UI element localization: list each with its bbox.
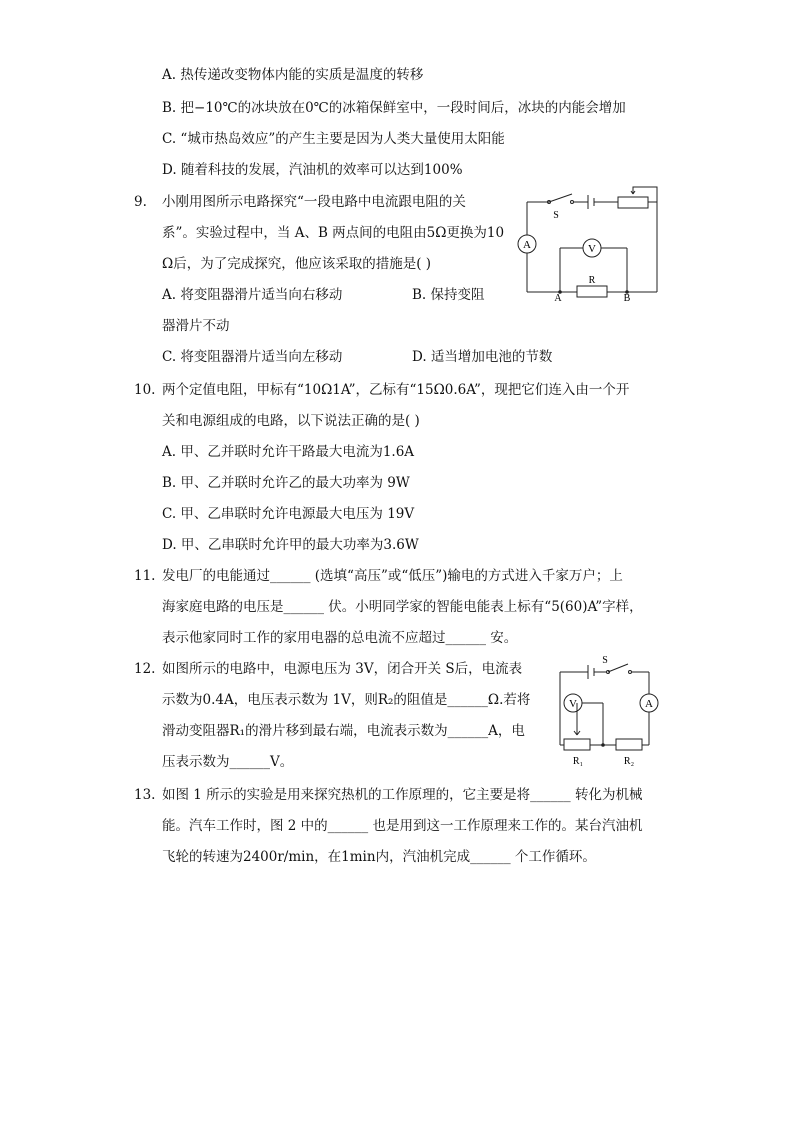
q8-option-d: D. 随着科技的发展，汽油机的效率可以达到100%: [162, 162, 463, 178]
q9-option-b: B. 保持变阻: [412, 287, 485, 303]
q11-line-3: 表示他家同时工作的家用电器的总电流不应超过______ 安。: [162, 630, 518, 646]
q12-voltmeter-label: V: [569, 698, 577, 710]
q12-circuit-diagram: [548, 652, 663, 770]
q11-number: 11.: [134, 568, 156, 584]
q10-number: 10.: [134, 382, 156, 398]
q12-r2-label: R₂: [623, 756, 635, 767]
q10-stem-line-1: 两个定值电阻，甲标有“10Ω1A”，乙标有“15Ω0.6A”，现把它们连入由一个开: [162, 382, 630, 398]
rheostat-body: [618, 197, 648, 208]
q12-r2-resistor: [616, 739, 642, 750]
q9-option-d: D. 适当增加电池的节数: [412, 349, 553, 365]
q8-option-c: C. “城市热岛效应”的产生主要是因为人类大量使用太阳能: [162, 131, 505, 147]
q12-r1-label: R₁: [572, 756, 584, 767]
q9-option-c: C. 将变阻器滑片适当向左移动: [162, 349, 343, 365]
rheostat-slider-wire: [633, 187, 657, 292]
q12-ammeter-label: A: [645, 698, 653, 710]
q11-line-1: 发电厂的电能通过______ (选填“高压”或“低压”)输电的方式进入千家万户；上: [162, 568, 623, 584]
q12-switch-label: S: [602, 655, 608, 666]
point-a-label: A: [554, 293, 562, 304]
point-b-label: B: [623, 293, 631, 304]
q9-stem-line-3: Ω后，为了完成探究，他应该采取的措施是( ): [162, 256, 432, 272]
q12-line-4: 压表示数为______V。: [162, 754, 294, 770]
q13-line-1: 如图 1 所示的实验是用来探究热机的工作原理的，它主要是将______ 转化为机械: [162, 787, 643, 803]
q13-number: 13.: [134, 787, 156, 803]
resistor-r: [577, 286, 607, 297]
q10-stem-line-2: 关和电源组成的电路，以下说法正确的是( ): [162, 413, 420, 429]
q10-option-b: B. 甲、乙并联时允许乙的最大功率为 9W: [162, 475, 410, 491]
ammeter-label: A: [523, 239, 531, 251]
q11-line-2: 海家庭电路的电压是______ 伏。小明同学家的智能电能表上标有“5(60)A”字样，: [162, 599, 643, 615]
q10-option-d: D. 甲、乙串联时允许甲的最大功率为3.6W: [162, 537, 419, 553]
q9-circuit-diagram: [512, 182, 672, 304]
q12-number: 12.: [134, 661, 156, 677]
q12-line-1: 如图所示的电路中，电源电压为 3V，闭合开关 S后，电流表: [162, 661, 523, 677]
q10-option-c: C. 甲、乙串联时允许电源最大电压为 19V: [162, 506, 415, 522]
q13-line-2: 能。汽车工作时，图 2 中的______ 也是用到这一工作原理来工作的。某台汽油机: [162, 818, 643, 834]
q9-option-b-continued: 器滑片不动: [162, 318, 230, 334]
q9-stem-line-2: 系”。实验过程中，当 A、B 两点间的电阻由5Ω更换为10: [162, 225, 505, 241]
switch-label: S: [553, 210, 559, 221]
voltmeter-label: V: [588, 243, 596, 255]
q13-line-3: 飞轮的转速为2400r/min，在1min内，汽油机完成______ 个工作循环。: [162, 849, 596, 865]
q12-line-2: 示数为0.4A，电压表示数为 1V，则R₂的阻值是______Ω.若将: [162, 692, 531, 708]
resistor-label: R: [588, 275, 596, 286]
q8-option-a: A. 热传递改变物体内能的实质是温度的转移: [162, 67, 424, 83]
q10-option-a: A. 甲、乙并联时允许干路最大电流为1.6A: [162, 444, 415, 460]
q9-number: 9.: [134, 194, 147, 210]
q8-option-b: B. 把−10℃的冰块放在0℃的冰箱保鲜室中，一段时间后，冰块的内能会增加: [162, 100, 626, 116]
q12-line-3: 滑动变阻器R₁的滑片移到最右端，电流表示数为______A，电: [162, 723, 525, 739]
q9-stem-line-1: 小刚用图所示电路探究“一段电路中电流跟电阻的关: [162, 194, 466, 210]
q12-r1-rheostat: [564, 739, 590, 750]
q9-option-a: A. 将变阻器滑片适当向右移动: [162, 287, 343, 303]
